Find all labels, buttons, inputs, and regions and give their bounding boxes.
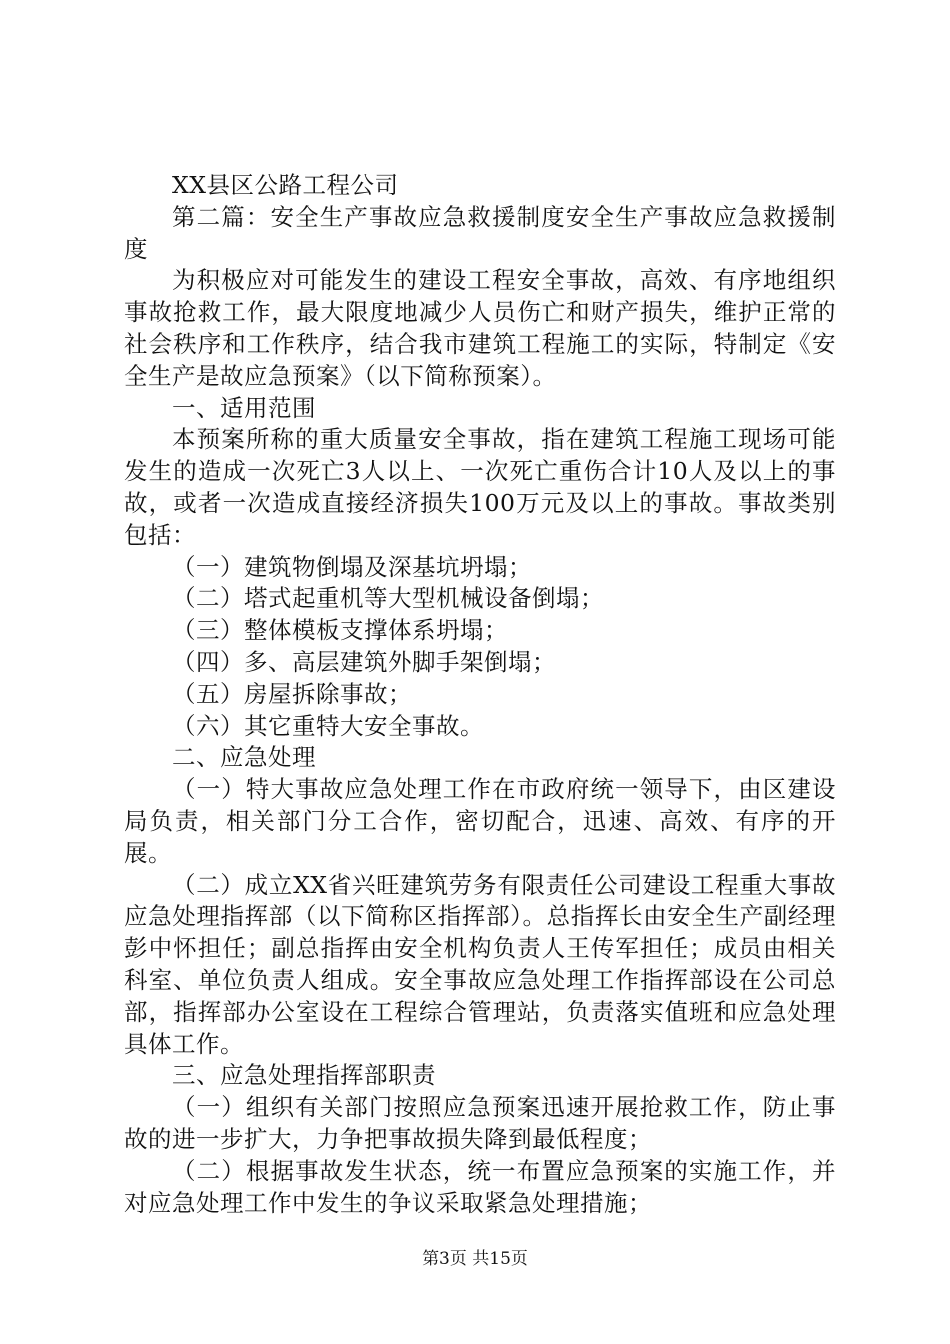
section-title: 第二篇：安全生产事故应急救援制度安全生产事故应急救援制度 [124,202,836,263]
page-number-footer: 第3页 共15页 [422,1249,528,1269]
scope-paragraph: 本预案所称的重大质量安全事故，指在建筑工程施工现场可能发生的造成一次死亡3人以上、一次死亡重伤合计10人及以上的事故，或者一次造成直接经济损失100万元及以上的事故。事故类别包括： [124,425,836,549]
accident-type-3: （三）整体模板支撑体系坍塌； [172,616,508,645]
accident-type-4: （四）多、高层建筑外脚手架倒塌； [172,647,556,676]
accident-type-5: （五）房屋拆除事故； [172,679,412,708]
heading-emergency-handling: 二、应急处理 [172,743,316,772]
accident-type-6: （六）其它重特大安全事故。 [172,711,484,740]
emergency-paragraph-2: （二）成立XX省兴旺建筑劳务有限责任公司建设工程重大事故应急处理指挥部（以下简称区指挥部）。总指挥长由安全生产副经理彭中怀担任；副总指挥由安全机构负责人王传军担任；成员由相关科室、单位负责人组成。安全事故应急处理工作指挥部设在公司总部，指挥部办公室设在工程综合管理站，负责落实值班和应急处理具体工作。 [124,870,836,1058]
heading-command-duties: 三、应急处理指挥部职责 [172,1061,436,1090]
intro-paragraph: 为积极应对可能发生的建设工程安全事故，高效、有序地组织事故抢救工作，最大限度地减少人员伤亡和财产损失，维护正常的社会秩序和工作秩序，结合我市建筑工程施工的实际，特制定《安全生产是故应急预案》（以下简称预案）。 [124,266,836,390]
document-body [124,170,836,1219]
duty-paragraph-1: （一）组织有关部门按照应急预案迅速开展抢救工作，防止事故的进一步扩大，力争把事故损失降到最低程度； [124,1093,836,1153]
duty-paragraph-2: （二）根据事故发生状态，统一布置应急预案的实施工作，并对应急处理工作中发生的争议采取紧急处理措施； [124,1156,836,1217]
accident-type-1: （一）建筑物倒塌及深基坑坍塌； [172,552,532,581]
company-name-line: XX县区公路工程公司 [172,171,399,199]
heading-scope: 一、适用范围 [172,393,316,422]
accident-type-2: （二）塔式起重机等大型机械设备倒塌； [172,584,604,613]
emergency-paragraph-1: （一）特大事故应急处理工作在市政府统一领导下，由区建设局负责，相关部门分工合作，密切配合，迅速、高效、有序的开展。 [124,775,836,867]
